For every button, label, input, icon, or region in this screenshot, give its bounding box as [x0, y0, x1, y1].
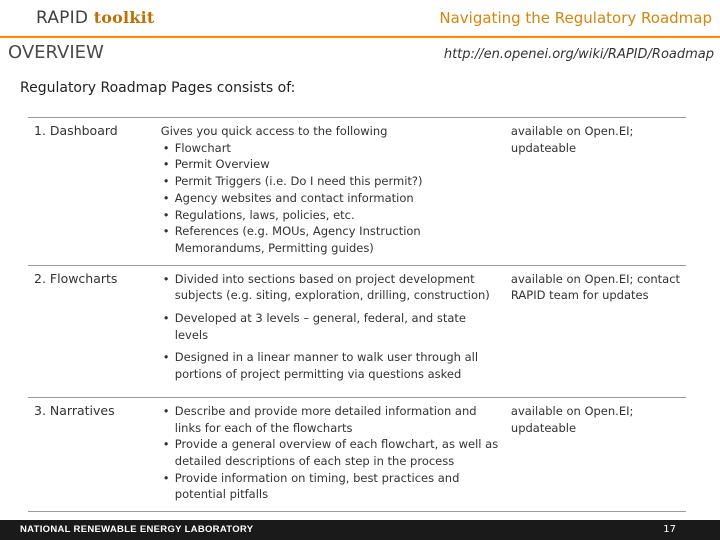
- list-item: • Provide information on timing, best practices and potential pitfalls: [161, 470, 503, 503]
- list-item: • Permit Triggers (i.e. Do I need this permit?): [161, 173, 503, 190]
- slide-title: Navigating the Regulatory Roadmap: [439, 9, 712, 27]
- list-item: • Regulations, laws, policies, etc.: [161, 207, 503, 224]
- row-status: available on Open.EI; updateable: [510, 124, 634, 155]
- row-description: [157, 265, 507, 397]
- intro-text: Regulatory Roadmap Pages consists of:: [20, 80, 296, 96]
- row-description: [157, 397, 507, 511]
- list-item: • Agency websites and contact information: [161, 190, 503, 207]
- header-divider: [0, 36, 720, 38]
- roadmap-url[interactable]: http://en.openei.org/wiki/RAPID/Roadmap: [443, 47, 714, 62]
- list-item: • Permit Overview: [161, 156, 503, 173]
- table-row: [28, 397, 686, 511]
- list-item: • Describe and provide more detailed information and links for each of the flowcharts: [161, 403, 503, 436]
- row-status: available on Open.EI; updateable: [510, 403, 634, 435]
- row-name: 1. Dashboard: [34, 123, 118, 138]
- row-name: 3. Narratives: [34, 402, 115, 418]
- table-row: [28, 265, 686, 397]
- bullet-list: [161, 140, 503, 257]
- list-item: • Provide a general overview of each flowchart, as well as detailed descriptions of each step in the process: [161, 436, 503, 469]
- organization-name: NATIONAL RENEWABLE ENERGY LABORATORY: [20, 524, 254, 535]
- roadmap-table: [28, 117, 686, 512]
- list-item: • Divided into sections based on project development subjects (e.g. siting, exploration, drilling, construction): [161, 271, 503, 304]
- bullet-list: [161, 271, 503, 383]
- row-description: [157, 118, 507, 266]
- brand-sub: toolkit: [93, 8, 155, 27]
- table-row: [28, 118, 686, 266]
- list-item: • Flowchart: [161, 140, 503, 157]
- list-item: • Developed at 3 levels – general, federal, and state levels: [161, 310, 503, 343]
- brand-logo: [36, 8, 155, 28]
- list-item: • Designed in a linear manner to walk user through all portions of project permitting via questions asked: [161, 349, 503, 382]
- row-status: available on Open.EI; contact RAPID team for updates: [510, 271, 681, 303]
- list-item: • References (e.g. MOUs, Agency Instruction Memorandums, Permitting guides): [161, 223, 503, 256]
- brand-main: RAPID: [36, 8, 89, 28]
- page-number: 17: [663, 524, 676, 535]
- row-lead: Gives you quick access to the following: [160, 124, 388, 138]
- row-name: 2. Flowcharts: [34, 270, 118, 286]
- section-label: OVERVIEW: [8, 42, 104, 63]
- header-bar: [0, 0, 720, 36]
- footer-bar: [0, 520, 720, 540]
- bullet-list: [161, 403, 503, 503]
